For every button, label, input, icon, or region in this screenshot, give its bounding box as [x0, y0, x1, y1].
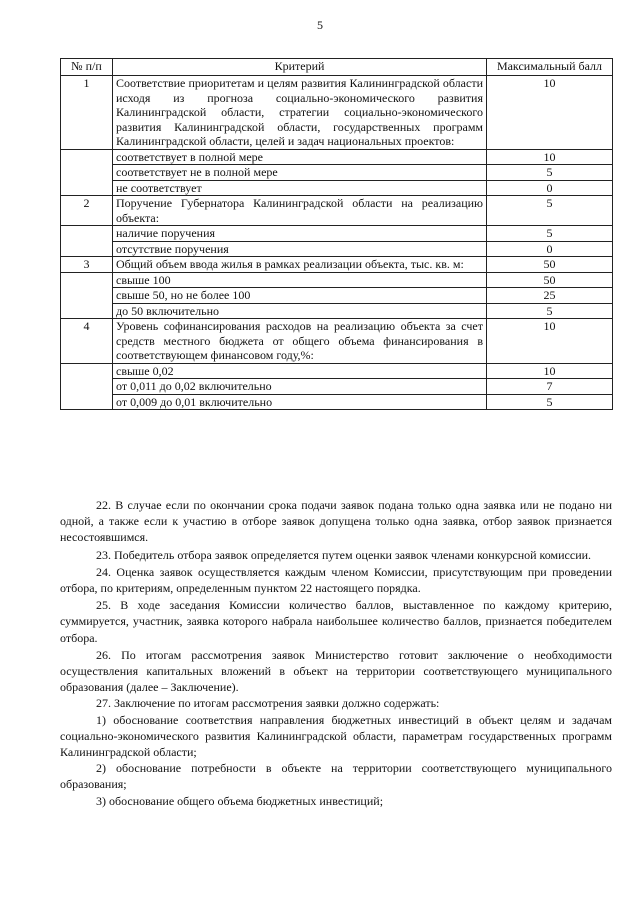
option-score: 25 — [487, 288, 613, 304]
option-label: свыше 0,02 — [113, 363, 487, 379]
option-score: 5 — [487, 165, 613, 181]
header-num: № п/п — [61, 59, 113, 76]
option-label: свыше 100 — [113, 272, 487, 288]
table-row — [61, 379, 613, 395]
paragraph-27: 27. Заключение по итогам рассмотрения заявки должно содержать: — [96, 696, 440, 711]
criterion-text: Соответствие приоритетам и целям развития Калининградской области исходя из прогноза социально-экономического развития Калининградской области, стратегии социально-экономического развития Калининградской области, государственных программ Калининградской области, целей и задач национальных проектов: — [113, 76, 487, 150]
criterion-max-score: 50 — [487, 257, 613, 273]
table-row — [61, 196, 613, 226]
option-score: 0 — [487, 180, 613, 196]
header-criterion: Критерий — [113, 59, 487, 76]
option-label: от 0,009 до 0,01 включительно — [113, 394, 487, 410]
list-item-1: 1) обоснование соответствия направления бюджетных инвестиций в объект целям и задачам социально-экономического развития Калининградской области, параметрам государственных программ Калининградской области; — [60, 712, 612, 760]
criterion-text: Поручение Губернатора Калининградской области на реализацию объекта: — [113, 196, 487, 226]
option-label: отсутствие поручения — [113, 241, 487, 257]
criterion-max-score: 10 — [487, 76, 613, 150]
option-label: соответствует не в полной мере — [113, 165, 487, 181]
table-row — [61, 226, 613, 242]
criterion-number: 3 — [61, 257, 113, 273]
table-row — [61, 288, 613, 304]
table-row — [61, 76, 613, 150]
option-label: не соответствует — [113, 180, 487, 196]
table-row — [61, 241, 613, 257]
table-row — [61, 257, 613, 273]
table-row — [61, 363, 613, 379]
paragraph-23: 23. Победитель отбора заявок определяется путем оценки заявок членами конкурсной комиссии. — [96, 547, 592, 562]
table-row — [61, 272, 613, 288]
criterion-text: Общий объем ввода жилья в рамках реализации объекта, тыс. кв. м: — [113, 257, 487, 273]
option-score: 5 — [487, 303, 613, 319]
option-score: 7 — [487, 379, 613, 395]
criteria-table — [60, 58, 613, 410]
option-score: 10 — [487, 363, 613, 379]
table-row — [61, 180, 613, 196]
option-label: наличие поручения — [113, 226, 487, 242]
option-score: 5 — [487, 394, 613, 410]
header-max-score: Максимальный балл — [487, 59, 613, 76]
table-row — [61, 319, 613, 364]
paragraph-26: 26. По итогам рассмотрения заявок Министерство готовит заключение о необходимости осуществления капитальных вложений в объект на территории соответствующего муниципального образования (далее – Заключение). — [60, 647, 612, 695]
option-label: до 50 включительно — [113, 303, 487, 319]
page-number: 5 — [317, 18, 323, 32]
paragraph-22: 22. В случае если по окончании срока подачи заявок подана только одна заявка или не подано ни одной, а также если к участию в отборе заявок допущена только одна заявка, отбор заявок признается несостоявшимся. — [60, 498, 612, 545]
paragraph-24: 24. Оценка заявок осуществляется каждым членом Комиссии, присутствующим при проведении отбора, по критериям, определенным пунктом 22 настоящего порядка. — [60, 564, 612, 596]
option-score: 0 — [487, 241, 613, 257]
criterion-max-score: 5 — [487, 196, 613, 226]
option-label: соответствует в полной мере — [113, 149, 487, 165]
list-item-3: 3) обоснование общего объема бюджетных инвестиций; — [96, 793, 384, 808]
option-label: от 0,011 до 0,02 включительно — [113, 379, 487, 395]
criterion-number: 4 — [61, 319, 113, 364]
table-row — [61, 394, 613, 410]
paragraph-25: 25. В ходе заседания Комиссии количество баллов, выставленное по каждому критерию, суммируется, участник, заявка которого набрала наибольшее количество баллов, признается победителем отбора. — [60, 598, 612, 645]
criterion-number: 2 — [61, 196, 113, 226]
list-item-2: 2) обоснование потребности в объекте на территории соответствующего муниципального образования; — [60, 761, 612, 792]
option-score: 5 — [487, 226, 613, 242]
option-label: свыше 50, но не более 100 — [113, 288, 487, 304]
option-score: 10 — [487, 149, 613, 165]
criterion-text: Уровень софинансирования расходов на реализацию объекта за счет средств местного бюджета от общего объема финансирования в соответствующем финансовом году,%: — [113, 319, 487, 364]
table-header-row — [61, 59, 613, 76]
criterion-max-score: 10 — [487, 319, 613, 364]
table-row — [61, 149, 613, 165]
criterion-number: 1 — [61, 76, 113, 150]
document-body — [60, 497, 612, 809]
table-row — [61, 165, 613, 181]
option-score: 50 — [487, 272, 613, 288]
table-row — [61, 303, 613, 319]
